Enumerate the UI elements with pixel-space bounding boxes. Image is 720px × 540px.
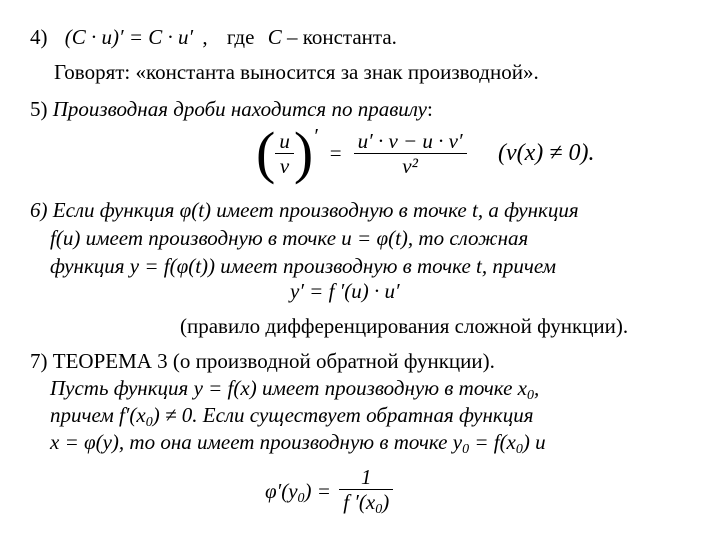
item7-title: 7) ТЕОРЕМА 3 (о производной обратной функции). bbox=[30, 349, 495, 373]
den-end: ) bbox=[382, 489, 390, 514]
item4-where: где bbox=[226, 25, 255, 49]
item7-line2-a: причем f′(x bbox=[50, 403, 146, 427]
subscript-zero: 0 bbox=[145, 415, 153, 430]
item4-number: 4) bbox=[30, 25, 48, 49]
item5-heading bbox=[30, 97, 433, 121]
item5-formula bbox=[256, 120, 467, 186]
item5-condition: (v(x) ≠ 0). bbox=[498, 140, 595, 166]
item7-formula bbox=[265, 462, 393, 524]
item6-formula: y′ = f ′(u) · u′ bbox=[290, 279, 400, 303]
item5-text: Производная дроби находится по правилу bbox=[52, 97, 428, 121]
subscript-zero: 0 bbox=[515, 442, 523, 457]
prime-mark: ′ bbox=[313, 124, 318, 148]
subscript-zero: 0 bbox=[375, 501, 383, 517]
rhs-numerator: u′ · v − u · v′ bbox=[354, 129, 467, 154]
item7-line1-text: Пусть функция y = f(x) имеет производную в точке x bbox=[50, 376, 528, 400]
lhs-denominator: v bbox=[279, 153, 290, 178]
inverse-numerator: 1 bbox=[339, 465, 394, 490]
item7-line1-end: , bbox=[534, 376, 540, 400]
inverse-denominator bbox=[339, 490, 393, 522]
rhs-fraction bbox=[354, 129, 467, 178]
item4-const-symbol: C bbox=[267, 25, 282, 49]
lhs-end: ) = bbox=[304, 479, 331, 503]
subscript-zero: 0 bbox=[297, 491, 305, 506]
item4-saying: Говорят: «константа выносится за знак производной». bbox=[54, 60, 539, 84]
item4-line bbox=[30, 25, 397, 49]
item7-line3 bbox=[50, 430, 546, 462]
item5-colon: : bbox=[427, 97, 433, 121]
inverse-fraction bbox=[339, 465, 394, 522]
item6-line3: функция y = f(φ(t)) имеет производную в точке t, причем bbox=[50, 254, 557, 278]
item4-formula: (C · u)′ = C · u′ bbox=[64, 25, 194, 49]
lhs-numerator: u bbox=[275, 129, 294, 154]
subscript-zero: 0 bbox=[462, 442, 470, 457]
left-paren: ( bbox=[256, 120, 276, 185]
item7-line3-a: x = φ(y), то она имеет производную в точке y bbox=[50, 430, 463, 454]
equals-sign: = bbox=[329, 140, 342, 165]
item7-line2-b: ) ≠ 0. Если существует обратная функция bbox=[152, 403, 534, 427]
lhs-text: φ′(y bbox=[265, 479, 298, 503]
item4-comma: , bbox=[202, 25, 208, 49]
item4-const-text: – константа. bbox=[286, 25, 397, 49]
item7-line3-b: = f(x bbox=[469, 430, 516, 454]
right-paren: ) bbox=[293, 120, 314, 185]
item6-line1: 6) Если функция φ(t) имеет производную в точке t, а функция bbox=[30, 198, 579, 222]
subscript-zero: 0 bbox=[527, 388, 535, 403]
item7-formula-lhs bbox=[265, 479, 331, 507]
rhs-denominator: v² bbox=[402, 153, 418, 178]
item6-rule: (правило дифференцирования сложной функции). bbox=[180, 314, 629, 338]
item7-line3-c: ) и bbox=[522, 430, 546, 454]
item6-line2: f(u) имеет производную в точке u = φ(t), то сложная bbox=[50, 226, 529, 250]
item5-number: 5) bbox=[30, 97, 48, 121]
lhs-fraction bbox=[275, 129, 294, 178]
den-text: f ′(x bbox=[343, 489, 376, 514]
